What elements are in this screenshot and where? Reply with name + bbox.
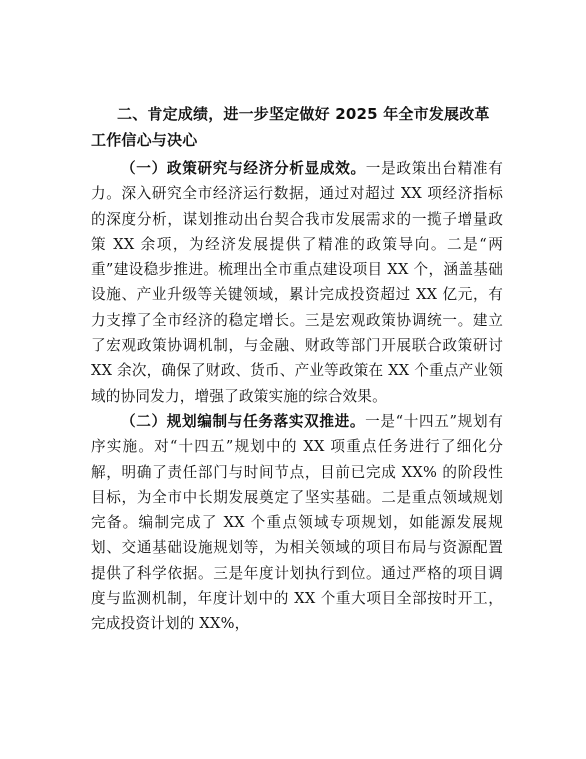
section-heading: 二、肯定成绩，进一步坚定做好 2025 年全市发展改革工作信心与决心 (91, 105, 490, 149)
paragraph-lead: （一）政策研究与经济分析显成效。 (121, 160, 366, 177)
paragraph-lead: （二）规划编制与任务落实双推进。 (121, 412, 366, 430)
document-body (91, 101, 503, 637)
paragraph-planning (91, 409, 503, 637)
paragraph-body: 一是政策出台精准有力。深入研究全市经济运行数据，通过对超过 XX 项经济指标的深度分析，谋划推动出台契合我市发展需求的一揽子增量政策 XX 余项，为经济发展提供了精准的政策导向。二是“两重”建设稳步推进。梳理出全市重点建设项目 XX 个，涵盖基础设施、产业升级等关键领域，累计完成投资超过 XX 亿元，有力支撑了全市经济的稳定增长。三是宏观政策协调统一。建立了宏观政策协调机制，与金融、财政等部门开展联合政策研讨 XX 余次，确保了财政、货币、产业等政策在 XX 个重点产业领域的协同发力，增强了政策实施的综合效果。 (91, 160, 503, 405)
paragraph-body: 一是“十四五”规划有序实施。对“十四五”规划中的 XX 项重点任务进行了细化分解，明确了责任部门与时间节点，目前已完成 XX% 的阶段性目标，为全市中长期发展奠定了坚实基础。二是重点领域规划完备。编制完成了 XX 个重点领域专项规划，如能源发展规划、交通基础设施规划等，为相关领域的项目布局与资源配置提供了科学依据。三是年度计划执行到位。通过严格的项目调度与监测机制，年度计划中的 XX 个重大项目全部按时开工，完成投资计划的 XX%， (91, 412, 503, 633)
paragraph-policy-research (91, 156, 503, 409)
